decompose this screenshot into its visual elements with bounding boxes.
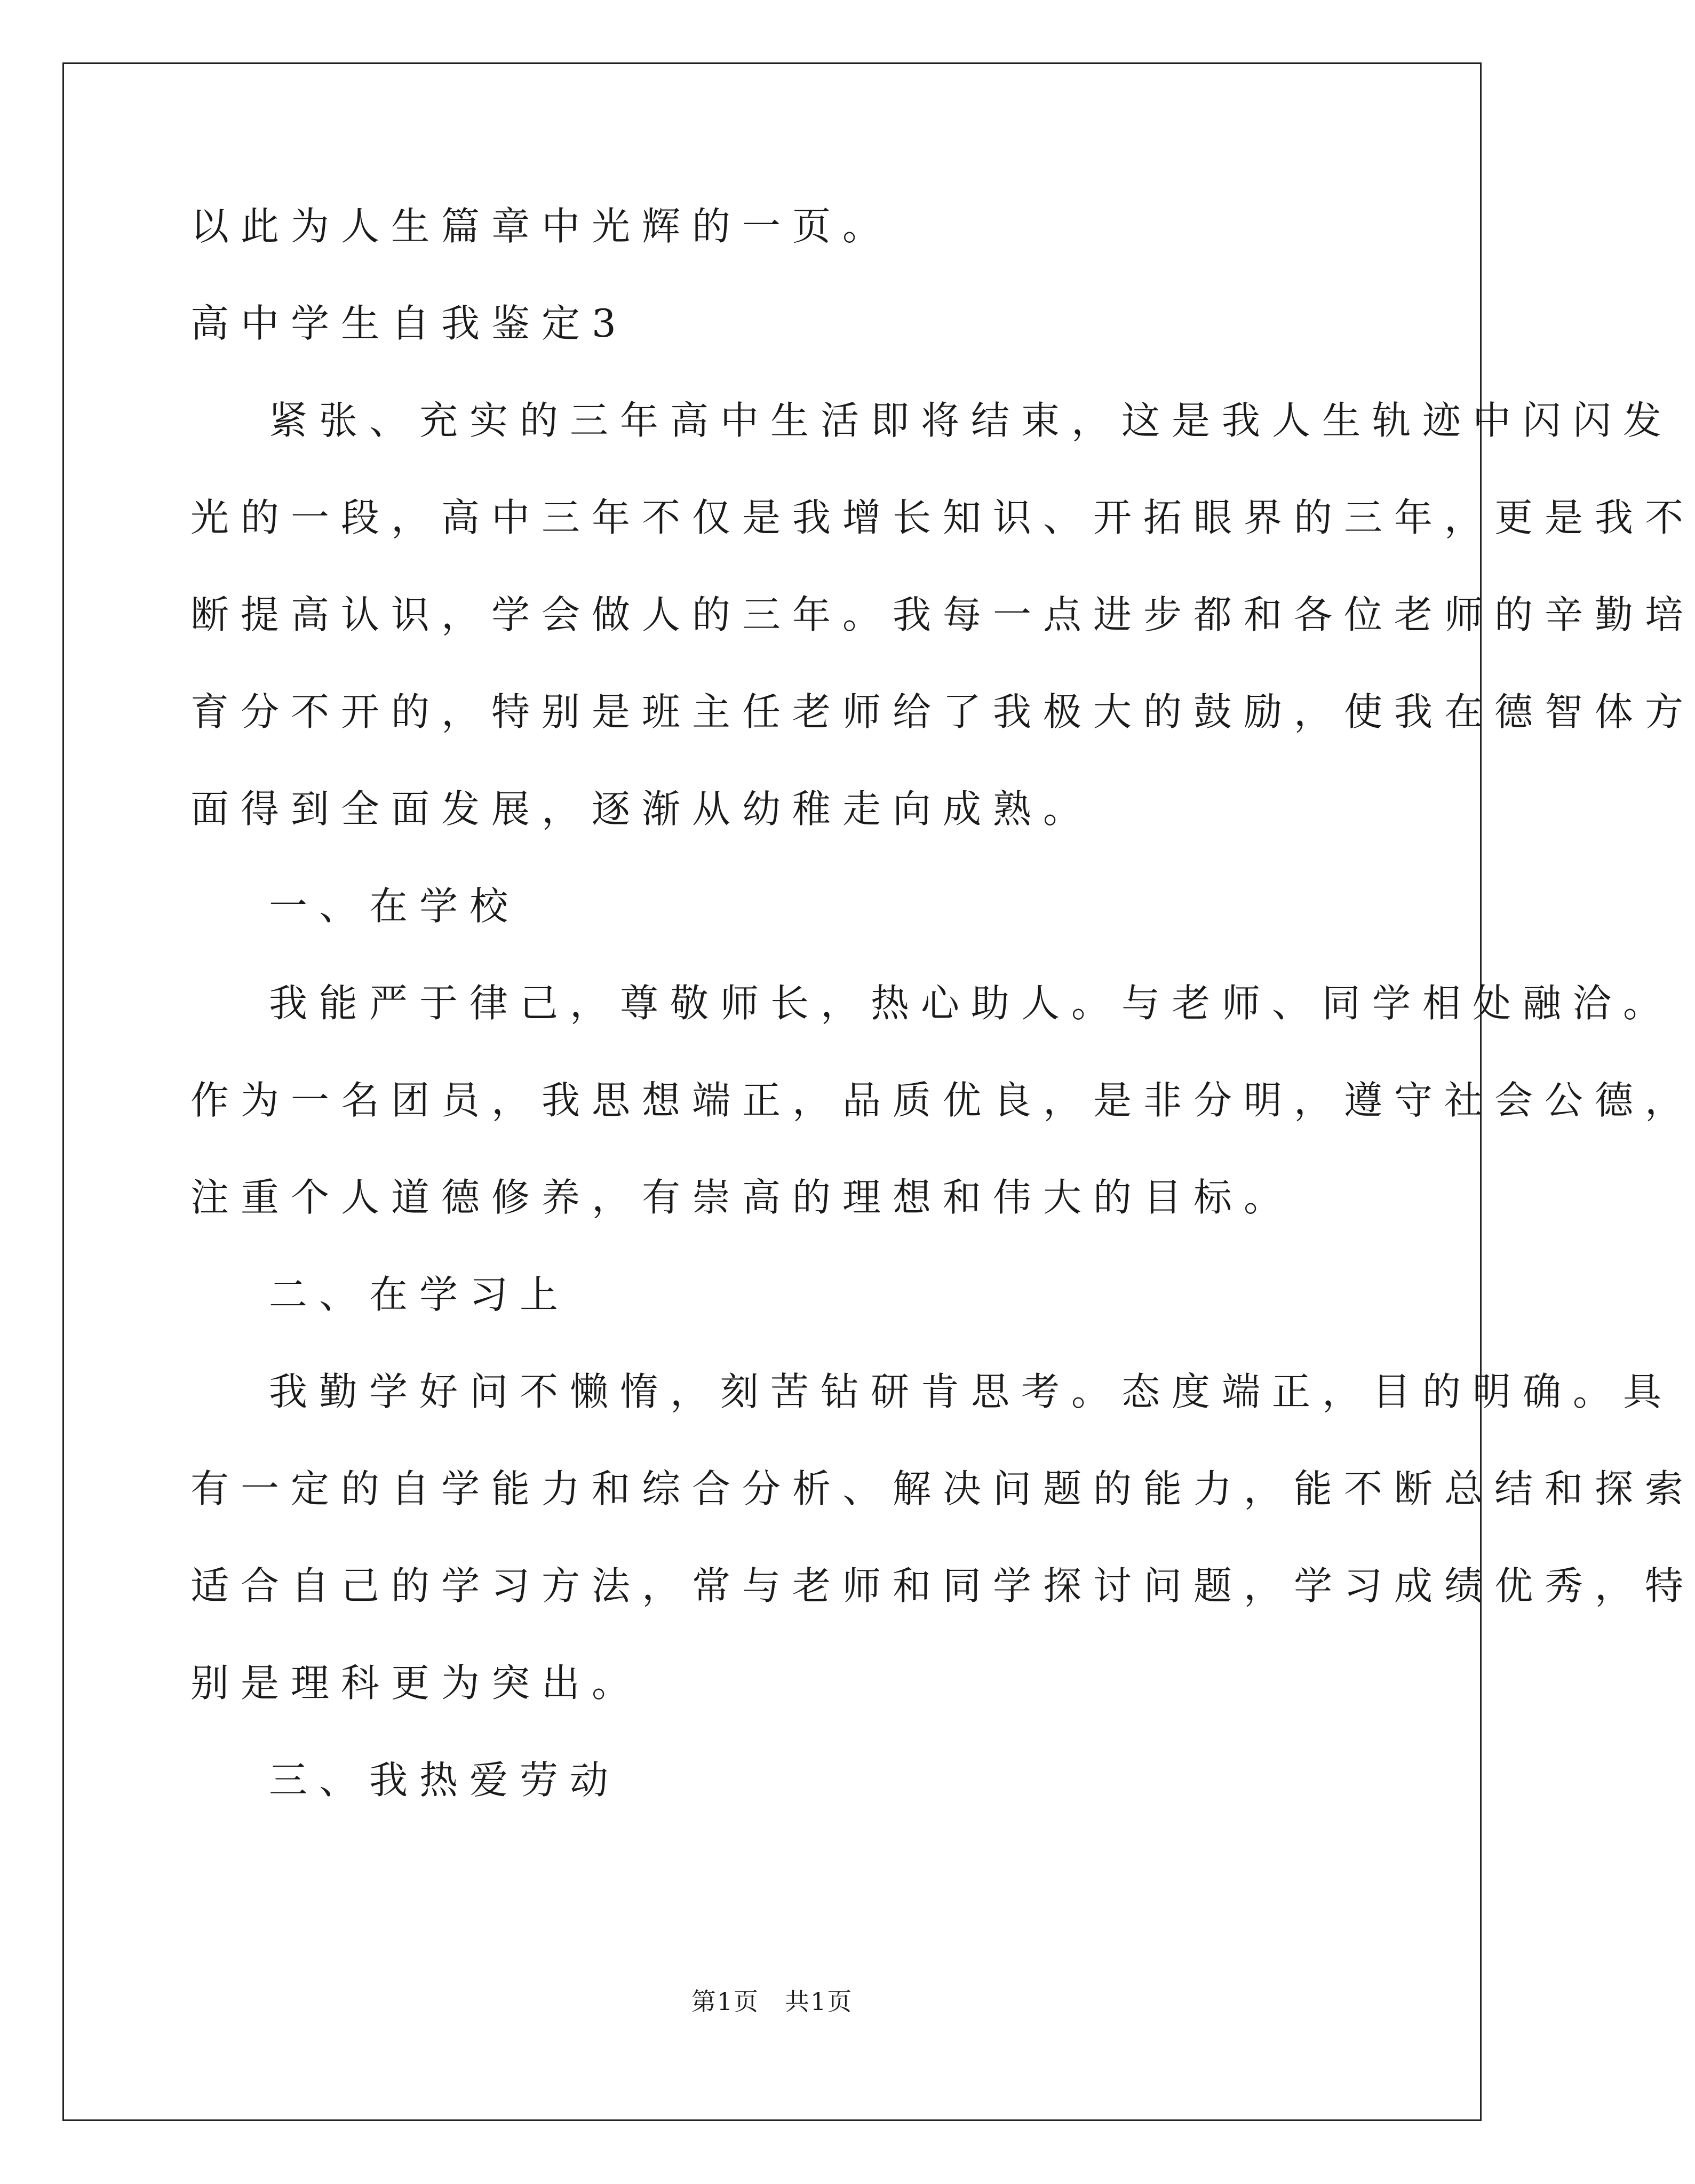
- paragraph-line: 注重个人道德修养，有崇高的理想和伟大的目标。: [190, 1175, 1294, 1220]
- subheading: 三、我热爱劳动: [269, 1758, 620, 1802]
- paragraph-line: 我勤学好问不懒惰，刻苦钻研肯思考。态度端正，目的明确。具: [269, 1369, 1674, 1414]
- paragraph-line: 有一定的自学能力和综合分析、解决问题的能力，能不断总结和探索: [190, 1466, 1695, 1511]
- paragraph-line: 作为一名团员，我思想端正，品质优良，是非分明，遵守社会公德，: [190, 1078, 1695, 1123]
- paragraph-line: 断提高认识，学会做人的三年。我每一点进步都和各位老师的辛勤培: [190, 592, 1695, 637]
- paragraph-line: 以此为人生篇章中光辉的一页。: [190, 204, 893, 249]
- paragraph-line: 光的一段，高中三年不仅是我增长知识、开拓眼界的三年，更是我不: [190, 495, 1695, 540]
- page-number-footer: 第1页 共1页: [691, 1987, 853, 2016]
- subheading: 一、在学校: [269, 884, 520, 928]
- section-title: 高中学生自我鉴定3: [190, 301, 628, 346]
- paragraph-line: 别是理科更为突出。: [190, 1661, 642, 1705]
- paragraph-line: 育分不开的，特别是班主任老师给了我极大的鼓励，使我在德智体方: [190, 689, 1695, 734]
- subheading: 二、在学习上: [269, 1272, 570, 1317]
- paragraph-line: 面得到全面发展，逐渐从幼稚走向成熟。: [190, 787, 1094, 831]
- paragraph-line: 紧张、充实的三年高中生活即将结束，这是我人生轨迹中闪闪发: [269, 398, 1674, 443]
- paragraph-line: 我能严于律己，尊敬师长，热心助人。与老师、同学相处融洽。: [269, 981, 1674, 1026]
- paragraph-line: 适合自己的学习方法，常与老师和同学探讨问题，学习成绩优秀，特: [190, 1563, 1695, 1608]
